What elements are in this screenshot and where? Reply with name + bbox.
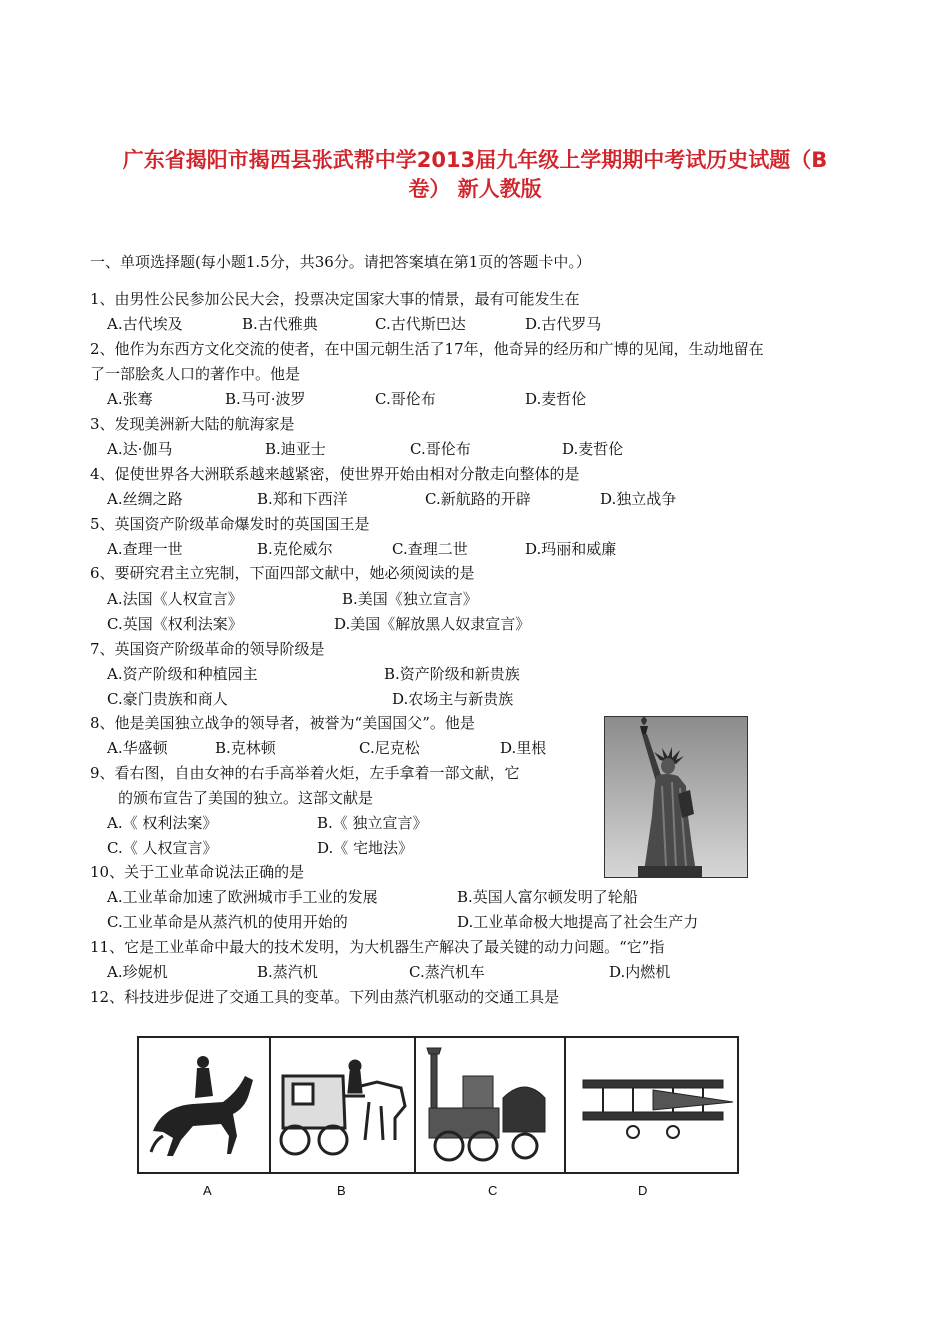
q8-option-c: C.尼克松 [359, 739, 420, 757]
question-10-stem: 10、关于工业革命说法正确的是 [90, 863, 305, 881]
q6-option-b: B.美国《独立宣言》 [342, 590, 478, 608]
title-line-1: 广东省揭阳市揭西县张武帮中学2013届九年级上学期期中考试历史试题（B [122, 148, 828, 172]
q3-option-a: A.达·伽马 [107, 440, 173, 458]
transport-images-strip [133, 1036, 743, 1176]
q2-option-d: D.麦哲伦 [525, 390, 587, 408]
question-7-stem: 7、英国资产阶级革命的领导阶级是 [90, 640, 325, 658]
question-12-stem: 12、科技进步促进了交通工具的变革。下列由蒸汽机驱动的交通工具是 [90, 988, 560, 1006]
section-heading: 一、单项选择题(每小题1.5分，共36分。请把答案填在第1页的答题卡中。） [90, 253, 591, 271]
q10-option-a: A.工业革命加速了欧洲城市手工业的发展 [107, 888, 378, 906]
q2-option-a: A.张骞 [107, 390, 153, 408]
q9-option-c: C.《 人权宣言》 [107, 839, 218, 857]
q2-option-b: B.马可·波罗 [225, 390, 306, 408]
q8-option-b: B.克林顿 [215, 739, 276, 757]
question-8-stem: 8、他是美国独立战争的领导者，被誉为“美国国父”。他是 [90, 714, 475, 732]
image-label-c: C [488, 1183, 498, 1198]
q11-option-a: A.珍妮机 [107, 963, 168, 981]
question-2-stem: 2、他作为东西方文化交流的使者，在中国元朝生活了17年，他奇异的经历和广博的见闻，生动地留在 [90, 340, 764, 358]
question-5-stem: 5、英国资产阶级革命爆发时的英国国王是 [90, 515, 370, 533]
q8-option-a: A.华盛顿 [107, 739, 168, 757]
q3-option-c: C.哥伦布 [410, 440, 471, 458]
q2-option-c: C.哥伦布 [375, 390, 436, 408]
title-line-2: 卷） 新人教版 [408, 177, 542, 201]
question-9-stem: 9、看右图，自由女神的右手高举着火炬，左手拿着一部文献，它 [90, 764, 520, 782]
q6-option-c: C.英国《权利法案》 [107, 615, 243, 633]
q10-option-b: B.英国人富尔顿发明了轮船 [457, 888, 638, 906]
image-label-d: D [638, 1183, 648, 1198]
q5-option-a: A.查理一世 [107, 540, 183, 558]
question-1-stem: 1、由男性公民参加公民大会，投票决定国家大事的情景，最有可能发生在 [90, 290, 580, 308]
q11-option-b: B.蒸汽机 [257, 963, 318, 981]
q4-option-d: D.独立战争 [600, 490, 677, 508]
question-2-stem-cont: 了一部脍炙人口的著作中。他是 [90, 365, 301, 383]
q1-option-c: C.古代斯巴达 [375, 315, 466, 333]
q5-option-b: B.克伦威尔 [257, 540, 333, 558]
q11-option-d: D.内燃机 [609, 963, 671, 981]
question-11-stem: 11、它是工业革命中最大的技术发明，为大机器生产解决了最关键的动力问题。“它”指 [90, 938, 665, 956]
statue-of-liberty-image [604, 716, 748, 878]
question-9-stem-cont: 的颁布宣告了美国的独立。这部文献是 [118, 789, 374, 807]
q4-option-c: C.新航路的开辟 [425, 490, 531, 508]
image-label-a: A [203, 1183, 212, 1198]
q3-option-d: D.麦哲伦 [562, 440, 624, 458]
q4-option-a: A.丝绸之路 [107, 490, 183, 508]
question-3-stem: 3、发现美洲新大陆的航海家是 [90, 415, 295, 433]
question-4-stem: 4、促使世界各大洲联系越来越紧密，使世界开始由相对分散走向整体的是 [90, 465, 580, 483]
q7-option-a: A.资产阶级和种植园主 [107, 665, 258, 683]
q7-option-c: C.豪门贵族和商人 [107, 690, 228, 708]
question-6-stem: 6、要研究君主立宪制，下面四部文献中，她必须阅读的是 [90, 564, 475, 582]
q9-option-d: D.《 宅地法》 [317, 839, 414, 857]
q7-option-d: D.农场主与新贵族 [392, 690, 514, 708]
q7-option-b: B.资产阶级和新贵族 [384, 665, 520, 683]
exam-title [60, 146, 890, 204]
q1-option-b: B.古代雅典 [242, 315, 318, 333]
q5-option-d: D.玛丽和威廉 [525, 540, 617, 558]
q1-option-d: D.古代罗马 [525, 315, 602, 333]
image-label-b: B [337, 1183, 346, 1198]
q5-option-c: C.查理二世 [392, 540, 468, 558]
q9-option-a: A.《 权利法案》 [107, 814, 218, 832]
q9-option-b: B.《 独立宣言》 [317, 814, 428, 832]
q8-option-d: D.里根 [500, 739, 547, 757]
q3-option-b: B.迪亚士 [265, 440, 326, 458]
q1-option-a: A.古代埃及 [107, 315, 183, 333]
q6-option-a: A.法国《人权宣言》 [107, 590, 243, 608]
q10-option-d: D.工业革命极大地提高了社会生产力 [457, 913, 699, 931]
q10-option-c: C.工业革命是从蒸汽机的使用开始的 [107, 913, 348, 931]
q6-option-d: D.美国《解放黑人奴隶宣言》 [334, 615, 531, 633]
q11-option-c: C.蒸汽机车 [409, 963, 485, 981]
q4-option-b: B.郑和下西洋 [257, 490, 348, 508]
